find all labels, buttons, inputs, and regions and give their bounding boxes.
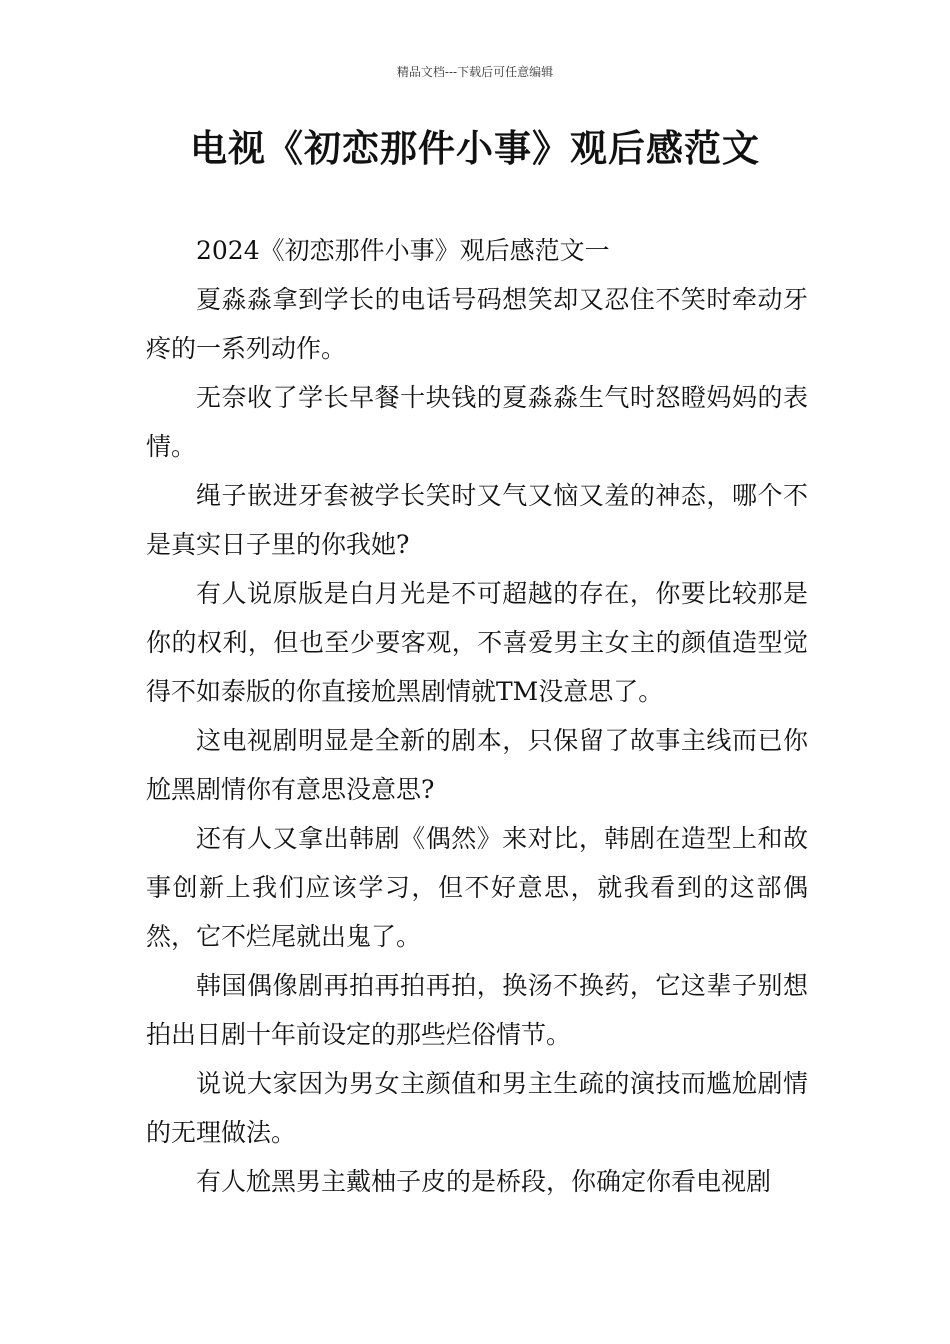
paragraph-subtitle: 2024《初恋那件小事》观后感范文一 bbox=[196, 236, 610, 265]
paragraph: 韩国偶像剧再拍再拍再拍，换汤不换药，它这辈子别想拍出日剧十年前设定的那些烂俗情节。 bbox=[146, 971, 808, 1049]
paragraph: 有人尬黑男主戴柚子皮的是桥段，你确定你看电视剧 bbox=[196, 1167, 772, 1196]
document-body bbox=[146, 226, 808, 1206]
page-header: 精品文档---下载后可任意编辑 bbox=[396, 65, 554, 79]
paragraph: 这电视剧明显是全新的剧本，只保留了故事主线而已你尬黑剧情你有意思没意思? bbox=[146, 726, 808, 804]
paragraph: 绳子嵌进牙套被学长笑时又气又恼又羞的神态，哪个不是真实日子里的你我她? bbox=[146, 481, 808, 559]
paragraph: 有人说原版是白月光是不可超越的存在，你要比较那是你的权利，但也至少要客观，不喜爱男主女主的颜值造型觉得不如泰版的你直接尬黑剧情就TM没意思了。 bbox=[146, 579, 808, 706]
document-title: 电视《初恋那件小事》观后感范文 bbox=[190, 127, 760, 170]
paragraph: 无奈收了学长早餐十块钱的夏淼淼生气时怒瞪妈妈的表情。 bbox=[146, 383, 808, 461]
paragraph: 还有人又拿出韩剧《偶然》来对比，韩剧在造型上和故事创新上我们应该学习，但不好意思，就我看到的这部偶然，它不烂尾就出鬼了。 bbox=[146, 824, 808, 951]
paragraph: 说说大家因为男女主颜值和男主生疏的演技而尴尬剧情的无理做法。 bbox=[146, 1069, 808, 1147]
paragraph: 夏淼淼拿到学长的电话号码想笑却又忍住不笑时牵动牙疼的一系列动作。 bbox=[146, 285, 808, 363]
